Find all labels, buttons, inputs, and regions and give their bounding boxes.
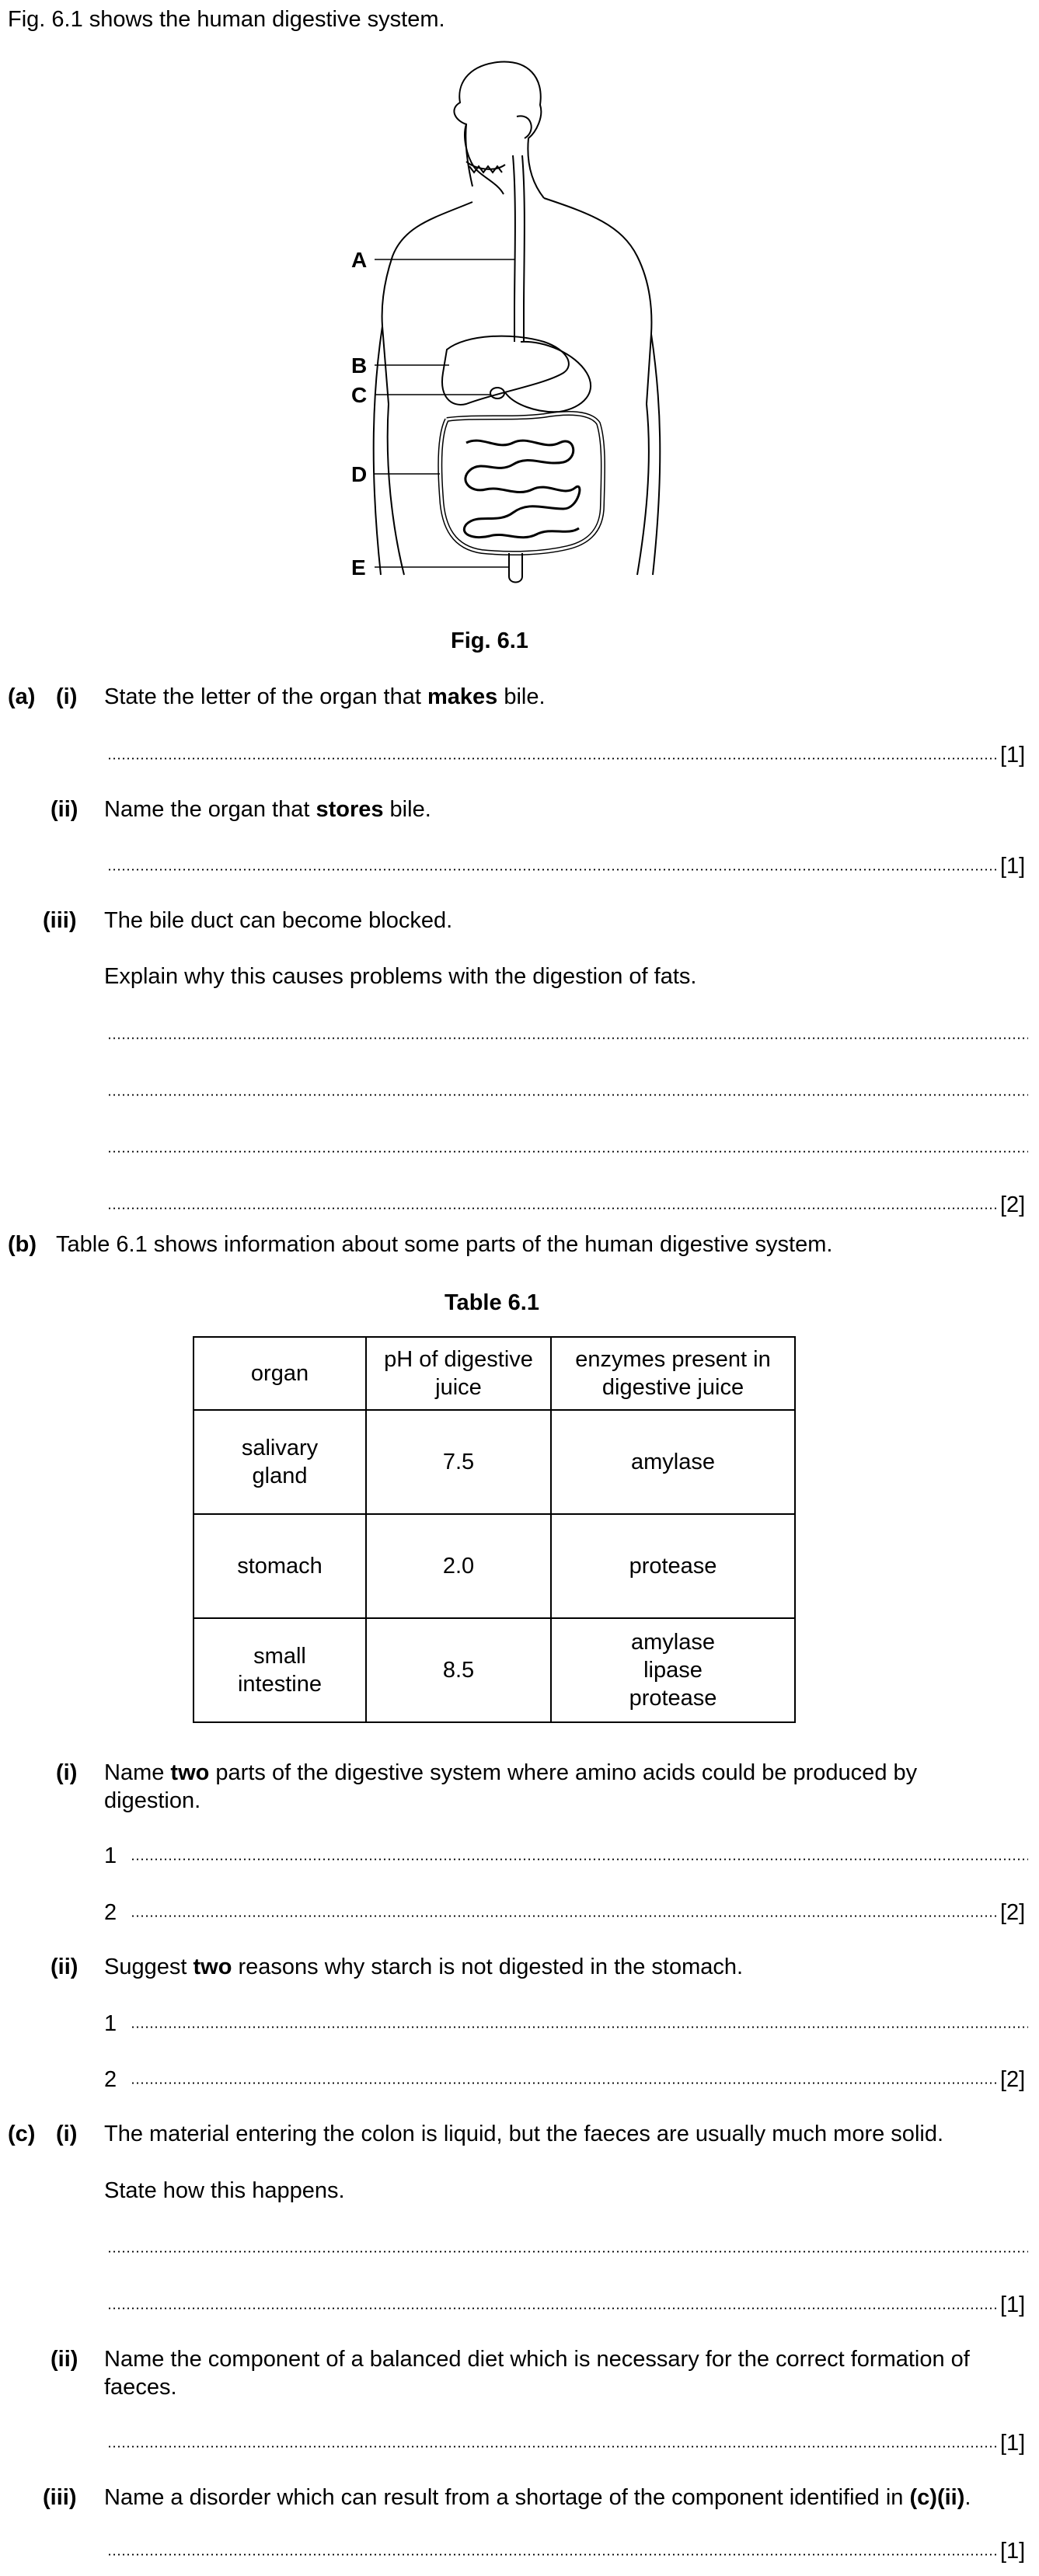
answer-number-1: 1 [104, 2011, 117, 2036]
answer-line-b-i-2[interactable] [131, 1915, 999, 1917]
part-b-i-question: Name two parts of the digestive system where amino acids could be produced by [104, 1760, 918, 1785]
part-b-i-number: (i) [56, 1760, 78, 1785]
table-6-1 [193, 1336, 796, 1723]
answer-number-2: 2 [104, 1900, 117, 1925]
table-cell: salivary gland [194, 1410, 366, 1514]
part-b-ii-number: (ii) [51, 1955, 78, 1979]
answer-line-c-i-1[interactable] [107, 2251, 1028, 2253]
part-a-iii-line1: The bile duct can become blocked. [104, 908, 453, 933]
torso-left [382, 202, 472, 575]
part-c-i-line2: State how this happens. [104, 2178, 345, 2203]
part-a-i-question: State the letter of the organ that makes bile. [104, 684, 546, 709]
label-a: A [351, 248, 368, 272]
table-cell: amylase [551, 1410, 795, 1514]
answer-line-a-i[interactable] [107, 757, 999, 760]
label-e: E [351, 555, 366, 580]
part-a-ii-number: (ii) [51, 797, 78, 822]
digestive-system-figure [334, 54, 676, 598]
table-cell: stomach [194, 1514, 366, 1618]
part-c-label: (c) [8, 2122, 36, 2146]
table-header-organ: organ [194, 1337, 366, 1410]
part-a-ii-question: Name the organ that stores bile. [104, 797, 431, 822]
torso-right [544, 198, 651, 575]
part-c-i-line1: The material entering the colon is liquid, but the faeces are usually much more solid. [104, 2122, 944, 2146]
part-a-iii-line2: Explain why this causes problems with the digestion of fats. [104, 964, 697, 989]
mark-c-iii: [1] [1000, 2539, 1026, 2564]
intro-text: Fig. 6.1 shows the human digestive system. [8, 7, 445, 32]
answer-line-c-ii[interactable] [107, 2445, 999, 2448]
table-cell: 2.0 [366, 1514, 551, 1618]
table-cell: small intestine [194, 1618, 366, 1722]
arm-left [374, 326, 382, 575]
mark-a-ii: [1] [1000, 854, 1026, 879]
oesophagus-2 [522, 155, 525, 342]
mark-a-i: [1] [1000, 743, 1026, 768]
answer-line-a-iii-4[interactable] [107, 1207, 999, 1210]
table-title: Table 6.1 [445, 1290, 539, 1315]
part-c-i-number: (i) [56, 2122, 78, 2146]
answer-line-b-ii-2[interactable] [131, 2082, 999, 2084]
part-c-ii-number: (ii) [51, 2347, 78, 2372]
part-c-iii-question: Name a disorder which can result from a shortage of the component identified in (c)(ii). [104, 2485, 971, 2510]
figure-caption: Fig. 6.1 [451, 628, 528, 653]
table-cell: 8.5 [366, 1618, 551, 1722]
part-c-iii-number: (iii) [43, 2485, 77, 2510]
mark-a-iii: [2] [1000, 1192, 1026, 1217]
oesophagus [513, 155, 515, 342]
answer-number-1: 1 [104, 1843, 117, 1868]
stomach [505, 342, 591, 412]
part-a-i-number: (i) [56, 684, 78, 709]
mark-b-ii: [2] [1000, 2067, 1026, 2092]
answer-line-c-iii[interactable] [107, 2553, 999, 2556]
mark-c-i: [1] [1000, 2292, 1026, 2317]
label-d: D [351, 462, 368, 486]
answer-line-a-ii[interactable] [107, 869, 999, 871]
part-a-label: (a) [8, 684, 36, 709]
part-b-label: (b) [8, 1232, 37, 1257]
table-cell: protease [551, 1514, 795, 1618]
face-profile [465, 124, 504, 194]
answer-line-b-ii-1[interactable] [131, 2026, 1028, 2028]
mark-b-i: [2] [1000, 1900, 1026, 1925]
mark-c-ii: [1] [1000, 2431, 1026, 2456]
answer-line-b-i-1[interactable] [131, 1858, 1028, 1861]
label-c: C [351, 383, 368, 407]
part-b-i-line2: digestion. [104, 1788, 201, 1813]
answer-line-a-iii-3[interactable] [107, 1150, 1028, 1153]
label-b: B [351, 353, 368, 378]
table-header-ph: pH of digestive juice [366, 1337, 551, 1410]
rectum [509, 553, 522, 583]
arm-right [651, 334, 660, 575]
small-intestine [464, 440, 580, 538]
part-b-ii-question: Suggest two reasons why starch is not digested in the stomach. [104, 1955, 744, 1979]
part-a-iii-number: (iii) [43, 908, 77, 933]
part-c-ii-line1: Name the component of a balanced diet which is necessary for the correct formation of [104, 2347, 970, 2372]
answer-line-a-iii-1[interactable] [107, 1037, 1028, 1039]
ear [517, 116, 532, 138]
table-header-enzymes: enzymes present in digestive juice [551, 1337, 795, 1410]
part-b-intro: Table 6.1 shows information about some parts of the human digestive system. [56, 1232, 833, 1257]
answer-line-c-i-2[interactable] [107, 2307, 999, 2310]
table-cell: 7.5 [366, 1410, 551, 1514]
answer-number-2: 2 [104, 2067, 117, 2092]
part-c-ii-line2: faeces. [104, 2375, 177, 2400]
table-cell: amylase lipase protease [551, 1618, 795, 1722]
answer-line-a-iii-2[interactable] [107, 1094, 1028, 1096]
